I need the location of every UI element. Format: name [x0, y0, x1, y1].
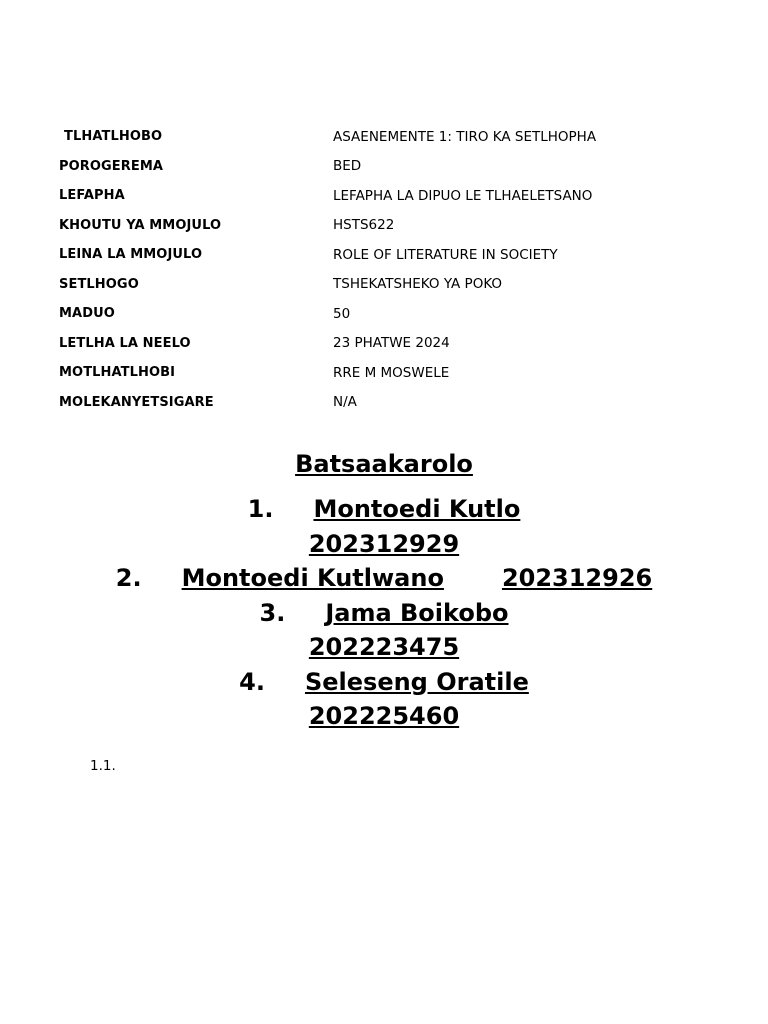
info-row-programme [59, 152, 699, 182]
info-label: MADUO [59, 306, 115, 322]
info-label: MOLEKANYETSIGARE [59, 394, 214, 410]
info-label: LETLHA LA NEELO [59, 335, 191, 351]
assignment-info-table [59, 122, 699, 417]
member-name: Montoedi Kutlo [313, 495, 521, 523]
info-label: KHOUTU YA MMOJULO [59, 217, 222, 233]
info-label: POROGEREMA [59, 158, 164, 174]
info-row-module-name [59, 240, 699, 270]
info-value: ASAENEMENTE 1: TIRO KA SETLHOPHA [333, 128, 597, 145]
member-name-and-id [182, 564, 653, 592]
member-item [0, 561, 768, 596]
member-id: 202223475 [308, 633, 460, 661]
member-id: 202312929 [308, 529, 460, 558]
member-item [0, 492, 768, 561]
info-value: 23 PHATWE 2024 [333, 335, 450, 352]
info-label: MOTLHATLHOBI [59, 365, 176, 381]
member-list [0, 492, 768, 734]
info-row-due-date [59, 329, 699, 359]
member-name: Jama Boikobo [325, 598, 509, 627]
info-value: HSTS622 [333, 217, 395, 234]
member-number: 2. [115, 564, 142, 592]
member-number: 3. [259, 598, 286, 627]
info-value: N/A [333, 394, 357, 411]
info-label: TLHATLHOBO [64, 129, 163, 145]
info-value: BED [333, 158, 362, 175]
info-value: LEFAPHA LA DIPUO LE TLHAELETSANO [333, 187, 593, 204]
info-row-department [59, 181, 699, 211]
info-label: LEFAPHA [59, 188, 125, 204]
members-title: Batsaakarolo [295, 450, 473, 478]
member-id: 202312926 [501, 564, 653, 592]
member-name: Seleseng Oratile [304, 667, 529, 696]
info-row-assessment [59, 122, 699, 152]
member-item [0, 665, 768, 734]
members-section [0, 446, 768, 734]
info-row-marks [59, 299, 699, 329]
info-row-moderator [59, 388, 699, 418]
info-row-lecturer [59, 358, 699, 388]
member-item [0, 596, 768, 665]
info-row-topic [59, 270, 699, 300]
member-id: 202225460 [308, 702, 460, 730]
info-value: ROLE OF LITERATURE IN SOCIETY [333, 246, 558, 263]
info-value: 50 [333, 305, 351, 322]
member-name: Montoedi Kutlwano [181, 564, 444, 592]
info-label: LEINA LA MMOJULO [59, 247, 203, 263]
info-label: SETLHOGO [59, 276, 139, 292]
section-number: 1.1. [90, 758, 116, 774]
info-value: TSHEKATSHEKO YA POKO [333, 276, 503, 293]
info-value: RRE M MOSWELE [333, 364, 450, 381]
member-number: 1. [247, 495, 274, 523]
member-number: 4. [239, 667, 265, 696]
info-row-module-code [59, 211, 699, 241]
